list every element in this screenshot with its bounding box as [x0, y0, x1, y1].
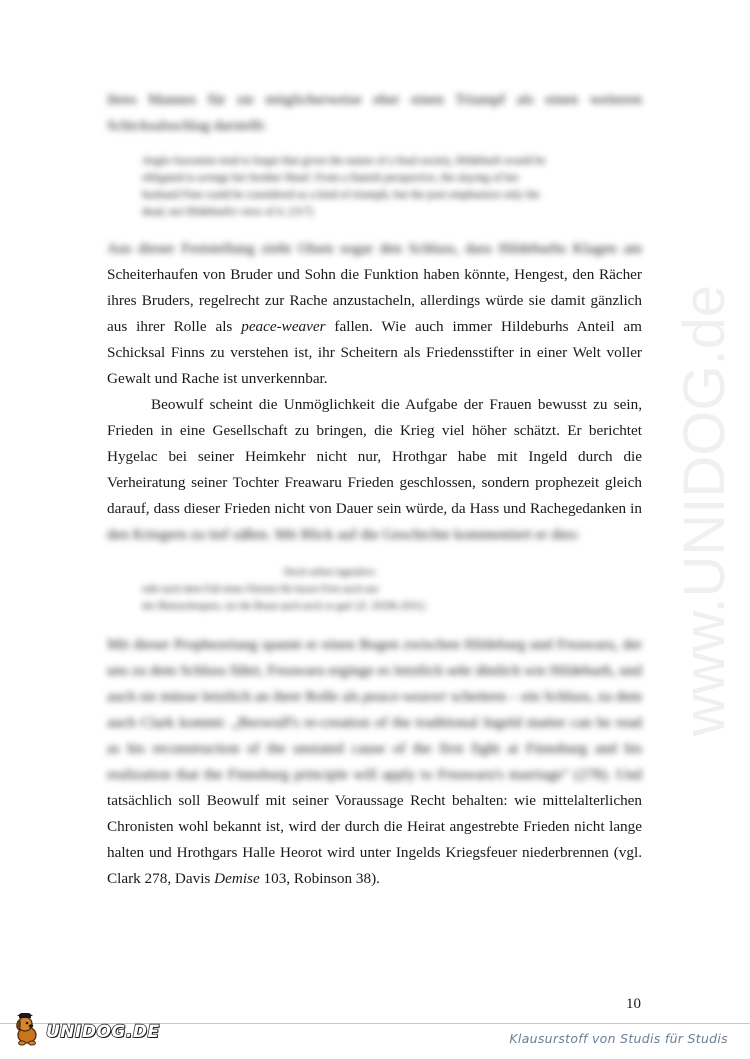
text-line: Schicksalsschlag darstellt: — [107, 117, 267, 134]
emphasis: Demise — [214, 870, 260, 887]
text-line: Hygelac bei seiner Heimkehr nicht nur, Hrothgar habe mit Ingeld durch die — [107, 448, 642, 465]
page-number: 10 — [626, 996, 641, 1012]
text-line — [107, 866, 642, 892]
emphasis: peace-weaver — [362, 688, 448, 705]
quote-line: dead, not Hildeburh's view of it. (317) — [142, 206, 314, 218]
paragraph-top — [107, 87, 642, 139]
paragraph-3 — [107, 632, 642, 892]
text-segment: fallen. Wie auch immer Hildeburhs Anteil am — [325, 318, 642, 335]
paragraph-1 — [107, 236, 642, 392]
text-line: realization that the Finnsburg principle will apply to Freawaru's marriage" (278). Und — [107, 766, 642, 783]
text-line: ihres Bruders, regelrecht zur Rache anzustacheln, allerdings würde sie damit gänzlich — [107, 292, 642, 309]
paragraph-2 — [107, 392, 642, 548]
block-quote-1 — [142, 153, 612, 221]
text-line: Gewalt und Rache ist unverkennbar. — [107, 370, 328, 387]
text-line: Aus dieser Feststellung zieht Olsen sogar den Schluss, dass Hildeburhs Klagen am — [107, 240, 642, 257]
text-line: Frieden in eine Gesellschaft zu bringen, die Krieg viel höher schätzt. Er berichtet — [107, 422, 642, 439]
text-line: Chronisten wohl bekannt ist, wird der durch die Heirat angestrebte Frieden nicht lange — [107, 818, 642, 835]
quote-line: Anglo-Saxonists tend to forget that given the nature of a feud society, Hildeburh would be — [142, 155, 546, 167]
text-line: Scheiterhaufen von Bruder und Sohn die Funktion haben könnte, Hengest, den Rächer — [107, 266, 642, 283]
emphasis: peace-weaver — [241, 318, 326, 335]
quote-line: obligated to avenge her brother Hnæf. From a Danish perspective, the slaying of her — [142, 172, 519, 184]
text-segment: Clark 278, Davis — [107, 870, 215, 887]
quote-line: Doch selten irgendwo — [284, 567, 375, 578]
text-line: Beowulf scheint die Unmöglichkeit die Aufgabe der Frauen bewusst zu sein, — [151, 396, 642, 413]
watermark — [655, 284, 750, 736]
logo-text: UNIDOG.DE — [46, 1022, 160, 1042]
block-quote-2 — [142, 565, 612, 616]
text-line: darauf, dass dieser Frieden nicht von Dauer sein würde, da Hass und Rachegedanken in — [107, 500, 642, 517]
text-line: auch Clark kommt: „Beowulf's re-creation of the traditional Ingeld matter can be read — [107, 714, 642, 731]
watermark-text: www.UNIDOG.de — [672, 284, 738, 736]
text-segment: scheitern – ein Schluss, zu dem — [447, 688, 642, 705]
text-line: Mit dieser Prophezeiung spannt er einen Bogen zwischen Hildeburg und Freawaru, der — [107, 636, 642, 653]
quote-line: husband Finn could be considered as a kind of triumph, but the poet emphasizes only the — [142, 189, 540, 201]
text-line: ihres Mannes für sie möglicherweise eher einen Triumpf als einen weiteren — [107, 91, 642, 108]
footer-slogan: Klausurstoff von Studis für Studis — [509, 1031, 728, 1046]
unidog-logo[interactable] — [10, 1014, 160, 1050]
text-line: tatsächlich soll Beowulf mit seiner Voraussage Recht behalten: wie mittelalterlichen — [107, 792, 642, 809]
text-line: Verheiratung seiner Tochter Freawaru Frieden geschlossen, sondern prophezeit gleich — [107, 474, 642, 491]
quote-line: ruht nach dem Fall eines Fürsten für kurze Frist auch nur — [142, 584, 379, 595]
text-segment: auch sie müsse letztlich an ihrer Rolle als — [107, 688, 363, 705]
quote-line: der Blutrachespeer, sei die Braut auch noch so gut! (Z. 2029b-2031) — [142, 601, 425, 612]
dog-mascot-icon — [10, 1013, 44, 1052]
text-segment: 103, Robinson 38). — [259, 870, 380, 887]
text-line: den Kriegern zu tief säßen. Mit Blick auf die Geschichte kommentiert er dies: — [107, 526, 580, 543]
text-line — [107, 314, 642, 340]
text-line: uns zu dem Schluss führt, Freawaru erginge es letztlich sehr ähnlich wie Hildeburh, und — [107, 662, 642, 679]
text-line — [107, 684, 642, 710]
text-segment: aus ihrer Rolle als — [107, 318, 242, 335]
text-line: as his reconstruction of the unstated cause of the first fight at Finnsburg and his — [107, 740, 642, 757]
text-line: Schicksal Finns zu verstehen ist, ihr Scheitern als Friedensstifter in einer Welt voller — [107, 344, 642, 361]
text-line: halten und Hrothgars Halle Heorot wird unter Ingelds Kriegsfeuer niederbrennen (vgl. — [107, 844, 642, 861]
